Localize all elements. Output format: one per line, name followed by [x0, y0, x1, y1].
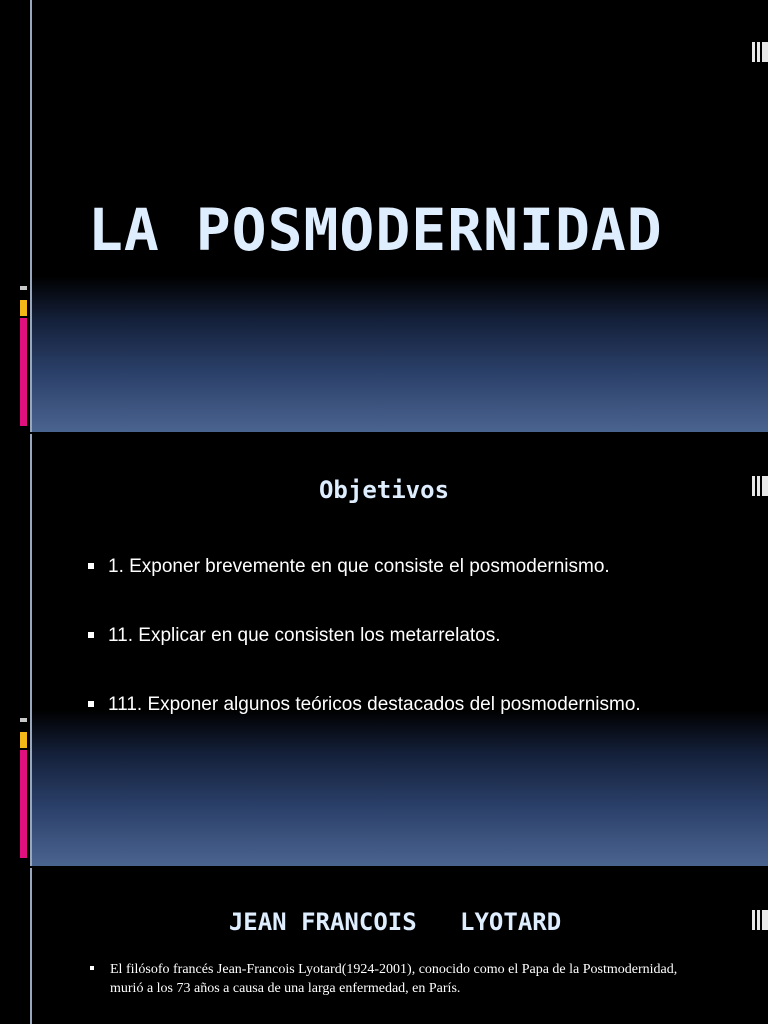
- accent-bar-grey: [20, 718, 27, 722]
- list-item-text: 1. Exponer brevemente en que consiste el posmodernismo.: [108, 556, 610, 577]
- slide-objetivos: [0, 434, 768, 866]
- slide-left-edge: [30, 0, 32, 432]
- slide-lyotard: [0, 868, 768, 1024]
- accent-bar-grey: [20, 286, 27, 290]
- lyotard-paragraph: [90, 960, 690, 998]
- list-item-text: 11. Explicar en que consisten los metarrelatos.: [108, 625, 501, 646]
- objetivos-heading: Objetivos: [318, 476, 450, 504]
- slide-title: [0, 0, 768, 432]
- lyotard-paragraph-text: El filósofo francés Jean-Francois Lyotard(1924-2001), conocido como el Papa de la Postmodernidad, murió a los 73 años a causa de una larga enfermedad, en París.: [110, 962, 678, 996]
- square-bullet-icon: [88, 632, 94, 638]
- accent-bar-pink: [20, 750, 27, 858]
- accent-bar-pink: [20, 318, 27, 426]
- list-item: [88, 552, 728, 581]
- accent-bar-yellow: [20, 732, 27, 748]
- list-item: [88, 690, 728, 719]
- slide-left-margin: [0, 868, 30, 1024]
- objetivos-list: [88, 552, 728, 759]
- lyotard-heading: JEAN FRANCOIS LYOTARD: [228, 908, 562, 936]
- slide-left-edge: [30, 868, 32, 1024]
- slide-title-text: LA POSMODERNIDAD: [88, 196, 663, 264]
- accent-bar-yellow: [20, 300, 27, 316]
- square-bullet-icon: [88, 701, 94, 707]
- film-strip-marker-icon: [752, 42, 768, 62]
- square-bullet-icon: [90, 966, 94, 970]
- list-item: [88, 621, 728, 650]
- square-bullet-icon: [88, 563, 94, 569]
- list-item-text: 111. Exponer algunos teóricos destacados del posmodernismo.: [108, 694, 641, 715]
